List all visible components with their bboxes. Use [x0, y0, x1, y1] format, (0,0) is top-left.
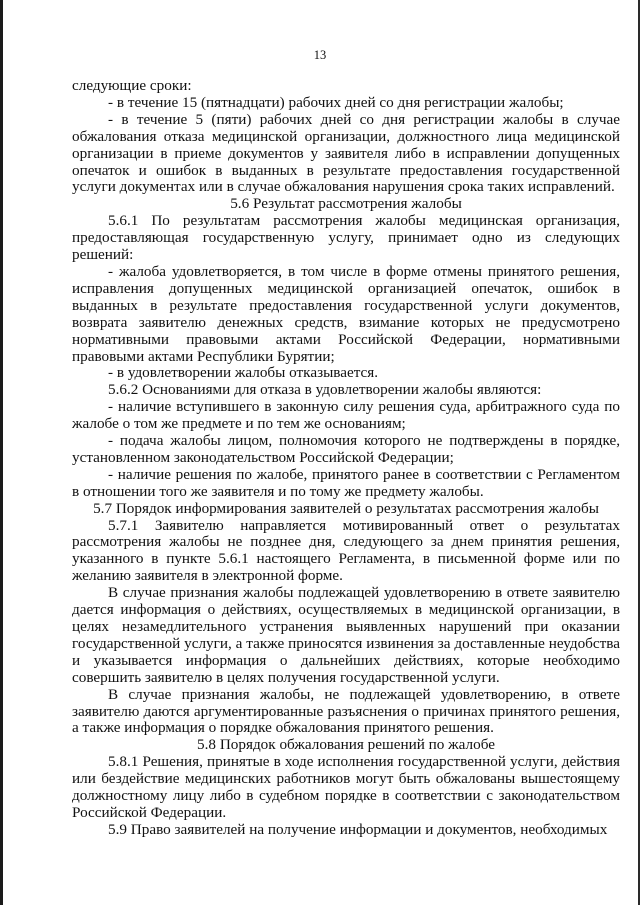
- paragraph-court-decision: - наличие вступившего в законную силу решения суда, арбитражного суда по жалобе о том же предмете и по тем же основаниям;: [72, 398, 620, 433]
- paragraph-complaint-refused: - в удовлетворении жалобы отказывается.: [108, 364, 379, 382]
- paragraph-complaint-satisfied: - жалоба удовлетворяется, в том числе в форме отмены принятого решения, исправления допущенных медицинской организацией опечаток, ошибок в выданных в результате предоставления государственной услуги документов, возврата заявителю денежных средств, взимание которых не предусмотрено нормативными правовыми актами Российской Федерации, нормативными правовыми актами Республики Бурятии;: [72, 262, 620, 365]
- paragraph-5-9: 5.9 Право заявителей на получение информации и документов, необходимых: [108, 820, 608, 838]
- paragraph-deadline-5-days: - в течение 5 (пяти) рабочих дней со дня регистрации жалобы в случае обжалования отказа медицинской организации, должностного лица медицинской организации в приеме документов у заявителя либо в исправлении допущенных опечаток и ошибок в выданных в результате предоставления государственной услуги документах или в случае обжалования нарушения срока таких исправлений.: [72, 110, 620, 196]
- paragraph-deadline-15-days: - в течение 15 (пятнадцати) рабочих дней со дня регистрации жалобы;: [108, 93, 564, 111]
- paragraph-5-6-2: 5.6.2 Основаниями для отказа в удовлетворении жалобы являются:: [108, 381, 542, 399]
- paragraph-5-7-1: 5.7.1 Заявителю направляется мотивированный ответ о результатах рассмотрения жалобы не позднее дня, следующего за днем принятия решения, указанного в пункте 5.6.1 настоящего Регламента, в письменной форме или по желанию заявителя в электронной форме.: [72, 516, 620, 585]
- document-body: [72, 78, 620, 839]
- section-heading-5-8: 5.8 Порядок обжалования решений по жалобе: [197, 736, 495, 754]
- paragraph-unconfirmed-authority: - подача жалобы лицом, полномочия которого не подтверждены в порядке, установленном законодательством Российской Федерации;: [72, 432, 620, 466]
- scan-edge-left: [0, 0, 3, 905]
- section-heading-5-7: 5.7 Порядок информирования заявителей о результатах рассмотрения жалобы: [93, 499, 599, 517]
- paragraph-satisfied-response: В случае признания жалобы подлежащей удовлетворению в ответе заявителю дается информация о действиях, осуществляемых в медицинской организации, в целях незамедлительного устранения выявленных нарушений при оказании государственной услуги, а также приносятся извинения за доставленные неудобства и указывается информация о дальнейших действиях, которые необходимо совершить заявителю в целях получения государственной услуги.: [72, 584, 620, 686]
- section-heading-5-6: 5.6 Результат рассмотрения жалобы: [230, 195, 462, 213]
- paragraph-deadlines-intro: следующие сроки:: [72, 77, 192, 94]
- paragraph-prior-decision: - наличие решения по жалобе, принятого ранее в соответствии с Регламентом в отношении того же заявителя и по тому же предмету жалобы.: [72, 465, 620, 500]
- page-number: 13: [313, 48, 327, 62]
- paragraph-refused-response: В случае признания жалобы, не подлежащей удовлетворению, в ответе заявителю даются аргументированные разъяснения о причинах принятого решения, а также информация о порядке обжалования принятого решения.: [72, 685, 620, 737]
- paragraph-5-8-1: 5.8.1 Решения, принятые в ходе исполнения государственной услуги, действия или бездействие медицинских работников могут быть обжалованы вышестоящему должностному лицу либо в судебном порядке в соответствии с законодательством Российской Федерации.: [72, 753, 620, 821]
- paragraph-5-6-1: 5.6.1 По результатам рассмотрения жалобы медицинская организация, предоставляющая государственную услугу, принимает одно из следующих решений:: [72, 212, 620, 264]
